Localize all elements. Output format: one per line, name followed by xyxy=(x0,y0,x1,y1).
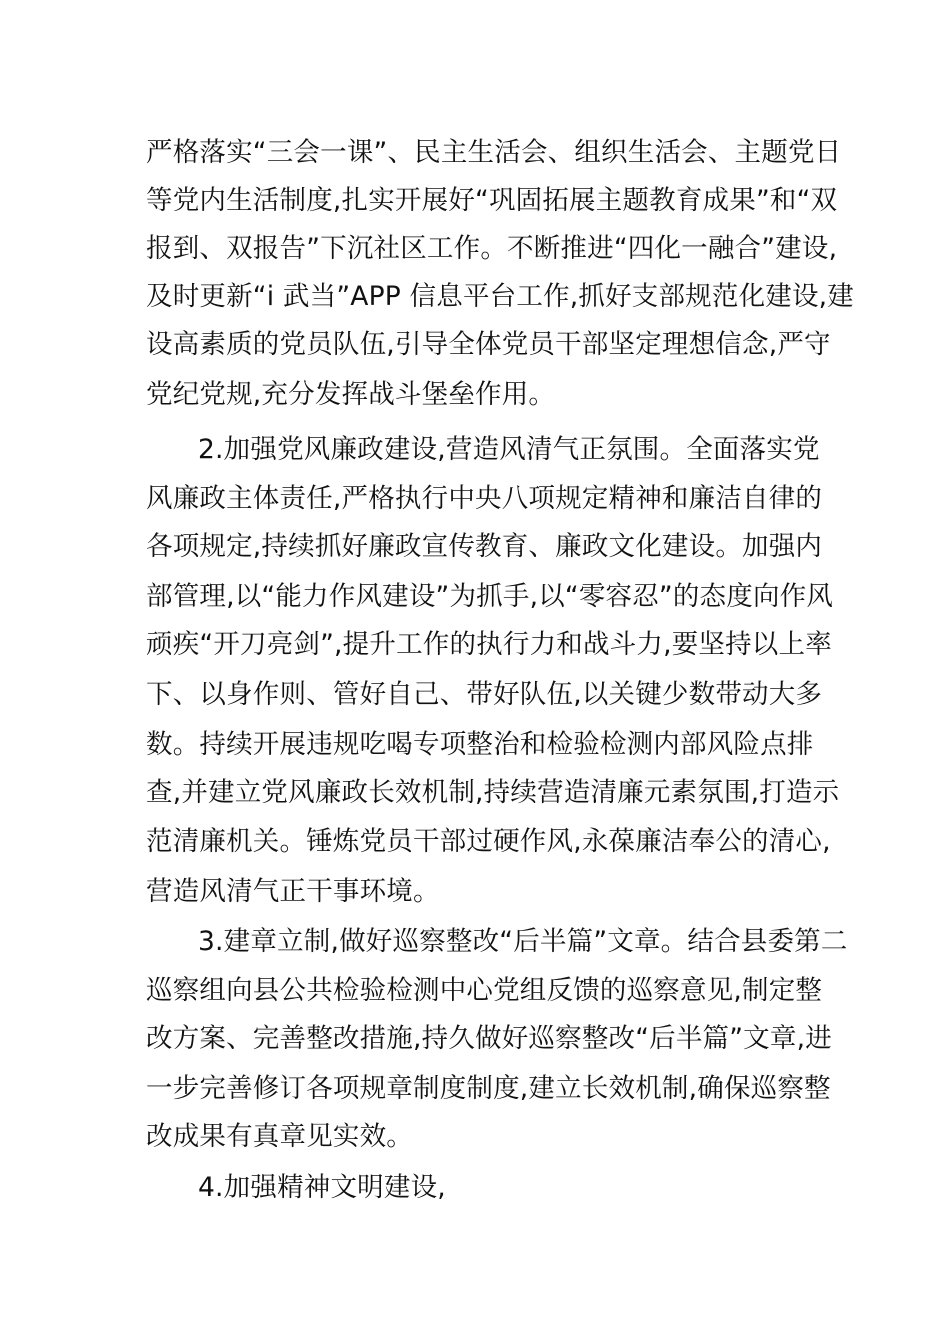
text-line: 部管理,以“能力作风建设”为抓手,以“零容忍”的态度向作风 xyxy=(146,581,834,612)
text-line: 各项规定,持续抓好廉政宣传教育、廉政文化建设。加强内 xyxy=(146,531,823,562)
paragraph-2-first-line: 2.加强党风廉政建设,营造风清气正氛围。全面落实党 xyxy=(198,434,820,465)
text-line: 巡察组向县公共检验检测中心党组反馈的巡察意见,制定整 xyxy=(146,975,823,1006)
text-line: 数。持续开展违规吃喝专项整治和检验检测内部风险点排 xyxy=(146,729,814,760)
text-line: 查,并建立党风廉政长效机制,持续营造清廉元素氛围,打造示 xyxy=(146,777,840,808)
text-line: 一步完善修订各项规章制度制度,建立长效机制,确保巡察整 xyxy=(146,1073,831,1104)
text-line: 党纪党规,充分发挥战斗堡垒作用。 xyxy=(146,379,556,410)
text-line: 等党内生活制度,扎实开展好“巩固拓展主题教育成果”和“双 xyxy=(146,185,838,216)
text-line: 改方案、完善整改措施,持久做好巡察整改“后半篇”文章,进 xyxy=(146,1023,832,1054)
text-line: 营造风清气正干事环境。 xyxy=(146,876,440,907)
text-line: 范清廉机关。锤炼党员干部过硬作风,永葆廉洁奉公的清心, xyxy=(146,826,831,857)
text-line: 报到、双报告”下沉社区工作。不断推进“四化一融合”建设, xyxy=(146,233,838,264)
paragraph-3-first-line: 3.建章立制,做好巡察整改“后半篇”文章。结合县委第二 xyxy=(198,926,848,957)
paragraph-4-first-line: 4.加强精神文明建设, xyxy=(198,1172,446,1203)
text-line: 严格落实“三会一课”、民主生活会、组织生活会、主题党日 xyxy=(146,137,842,168)
text-line: 及时更新“i 武当”APP 信息平台工作,抓好支部规范化建设,建 xyxy=(146,281,855,312)
text-line: 设高素质的党员队伍,引导全体党员干部坚定理想信念,严守 xyxy=(146,329,831,360)
text-line: 风廉政主体责任,严格执行中央八项规定精神和廉洁自律的 xyxy=(146,483,823,514)
text-line: 下、以身作则、管好自己、带好队伍,以关键少数带动大多 xyxy=(146,679,823,710)
text-line: 顽疾“开刀亮剑”,提升工作的执行力和战斗力,要坚持以上率 xyxy=(146,629,832,660)
text-line: 改成果有真章见实效。 xyxy=(146,1121,413,1152)
